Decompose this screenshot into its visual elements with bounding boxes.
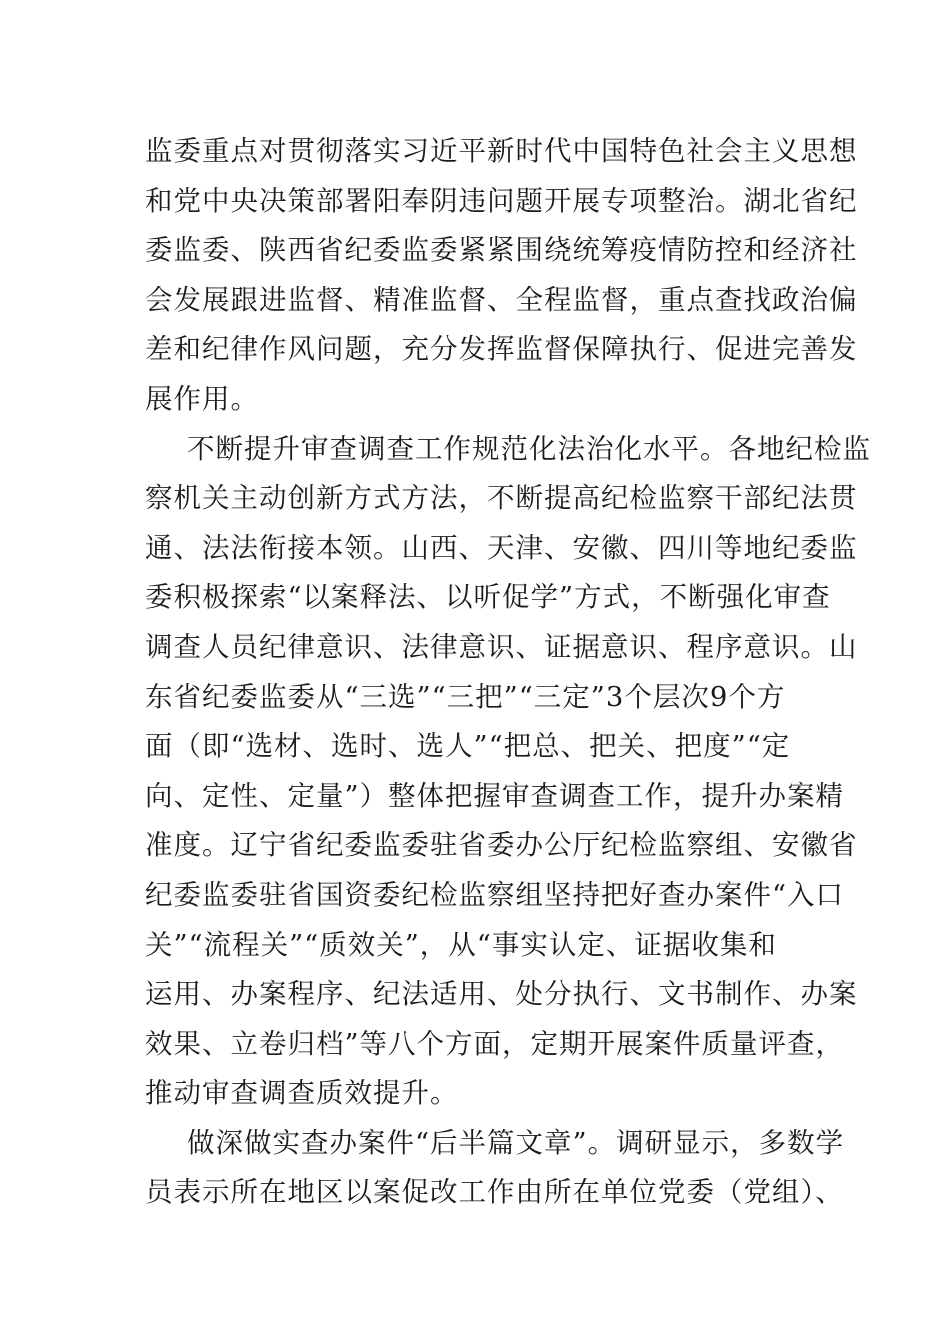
text-line: 通、法法衔接本领。山西、天津、安徽、四川等地纪委监 (145, 531, 858, 564)
text-line: 准度。辽宁省纪委监委驻省委办公厅纪检监察组、安徽省 (145, 829, 858, 862)
text-line: 监委重点对贯彻落实习近平新时代中国特色社会主义思想 (145, 135, 858, 167)
text-line: 效果、立卷归档”等八个方面，定期开展案件质量评查， (145, 1027, 845, 1060)
text-line: 委监委、陕西省纪委监委紧紧围绕统筹疫情防控和经济社 (145, 234, 858, 267)
document-body (145, 127, 871, 1218)
paragraph-3 (145, 1119, 845, 1218)
text-line: 运用、办案程序、纪法适用、处分执行、文书制作、办案 (145, 978, 858, 1011)
text-line: 推动审查调查质效提升。 (145, 1077, 459, 1110)
text-line-first: 不断提升审查调查工作规范化法治化水平。各地纪检监 (187, 432, 871, 465)
paragraph-2 (145, 425, 871, 1119)
text-line: 会发展跟进监督、精准监督、全程监督，重点查找政治偏 (145, 283, 858, 316)
text-line: 调查人员纪律意识、法律意识、证据意识、程序意识。山 (145, 630, 858, 663)
text-line: 展作用。 (145, 382, 259, 415)
text-line: 关”“流程关”“质效关”，从“事实认定、证据收集和 (145, 928, 777, 961)
text-line: 面（即“选材、选时、选人”“把总、把关、把度”“定 (145, 730, 791, 763)
text-line: 差和纪律作风问题，充分发挥监督保障执行、促进完善发 (145, 333, 858, 366)
text-line: 员表示所在地区以案促改工作由所在单位党委（党组）、 (145, 1176, 844, 1209)
text-line: 东省纪委监委从“三选”“三把”“三定”3个层次9个方 (145, 680, 786, 713)
paragraph-1 (145, 127, 858, 425)
text-line: 和党中央决策部署阳奉阴违问题开展专项整治。湖北省纪 (145, 184, 858, 217)
text-line: 纪委监委驻省国资委纪检监察组坚持把好查办案件“入口 (145, 878, 845, 911)
text-line: 向、定性、定量”）整体把握审查调查工作，提升办案精 (145, 779, 845, 812)
text-line: 委积极探索“以案释法、以听促学”方式，不断强化审查 (145, 581, 831, 614)
text-line-first: 做深做实查办案件“后半篇文章”。调研显示，多数学 (187, 1126, 845, 1159)
text-line: 察机关主动创新方式方法，不断提高纪检监察干部纪法贯 (145, 482, 858, 515)
